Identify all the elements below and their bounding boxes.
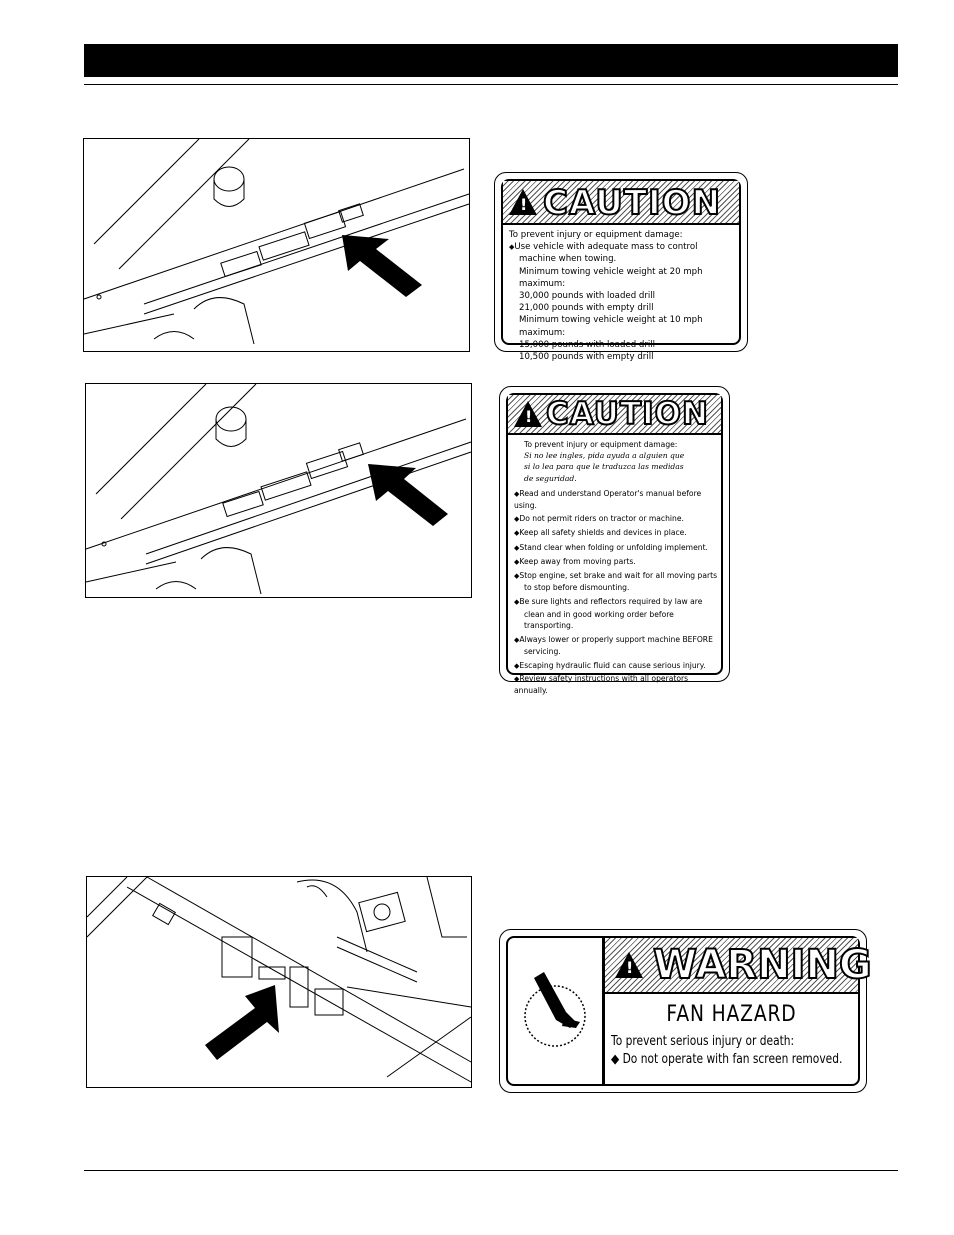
hazard-line-1: To prevent serious injury or death: <box>611 1034 795 1049</box>
fan-housing-drawing <box>87 877 471 1087</box>
hazard-title: FAN HAZARD <box>666 1002 797 1027</box>
hitch-frame-drawing <box>84 139 469 351</box>
header-bar <box>84 44 898 77</box>
illustration-decal-location-3 <box>86 876 472 1088</box>
warning-triangle-icon <box>615 952 643 978</box>
hitch-frame-drawing <box>86 384 471 597</box>
caution-signal-word: CAUTION <box>543 183 722 223</box>
illustration-decal-location-1 <box>83 138 470 352</box>
arrow-icon <box>205 985 279 1060</box>
bullet-icon: ◆ <box>611 1052 623 1067</box>
caution-decal-general <box>499 386 730 695</box>
decal-text: To prevent injury or equipment damage: Si no lee ingles, pida ayuda a alguien que si lo lea para que le traduzca las medidas de seguridad. ◆ Read and understand Operator's manual before using. ◆ Do not permit riders on tractor or machine. ◆ Keep all safety shields and devices in place. ◆ Stand clear when folding or unfolding implement. ◆ Keep away from moving parts. ◆ Stop engine, set brake and wait for all moving parts to stop before dismounting. ◆ Be sure lights and reflectors required by law are clean and in good working order before transporting. ◆ Always lower or properly support machine BEFORE servicing. ◆ Escaping hydraulic fluid can cause serious injury. ◆ Review safety instructions with all operators annually. <box>514 439 721 696</box>
fan-hand-icon <box>508 938 602 1084</box>
warning-signal-word: WARNING <box>653 942 872 988</box>
warning-decal-fan-hazard <box>499 929 872 1093</box>
illustration-decal-location-2 <box>85 383 472 598</box>
arrow-icon <box>368 464 448 526</box>
fan-hazard-pictogram <box>508 938 605 1084</box>
decal-text: To prevent injury or equipment damage: ◆ Use vehicle with adequate mass to control machine when towing. Minimum towing vehicle weight at 20 mph maximum: 30,000 pounds with loaded drill 21,000 pounds with empty drill Minimum towing vehicle weight at 10 mph maximum: 15,000 pounds with loaded drill 10,500 pounds with empty drill <box>509 229 739 363</box>
arrow-icon <box>342 235 422 297</box>
warning-triangle-icon <box>514 401 542 427</box>
header-rule <box>84 84 898 85</box>
footer-rule <box>84 1170 898 1171</box>
warning-triangle-icon <box>509 189 537 215</box>
caution-decal-towing <box>494 172 748 363</box>
hazard-line-2: ◆ Do not operate with fan screen removed. <box>611 1052 843 1067</box>
caution-signal-word: CAUTION <box>546 396 709 432</box>
